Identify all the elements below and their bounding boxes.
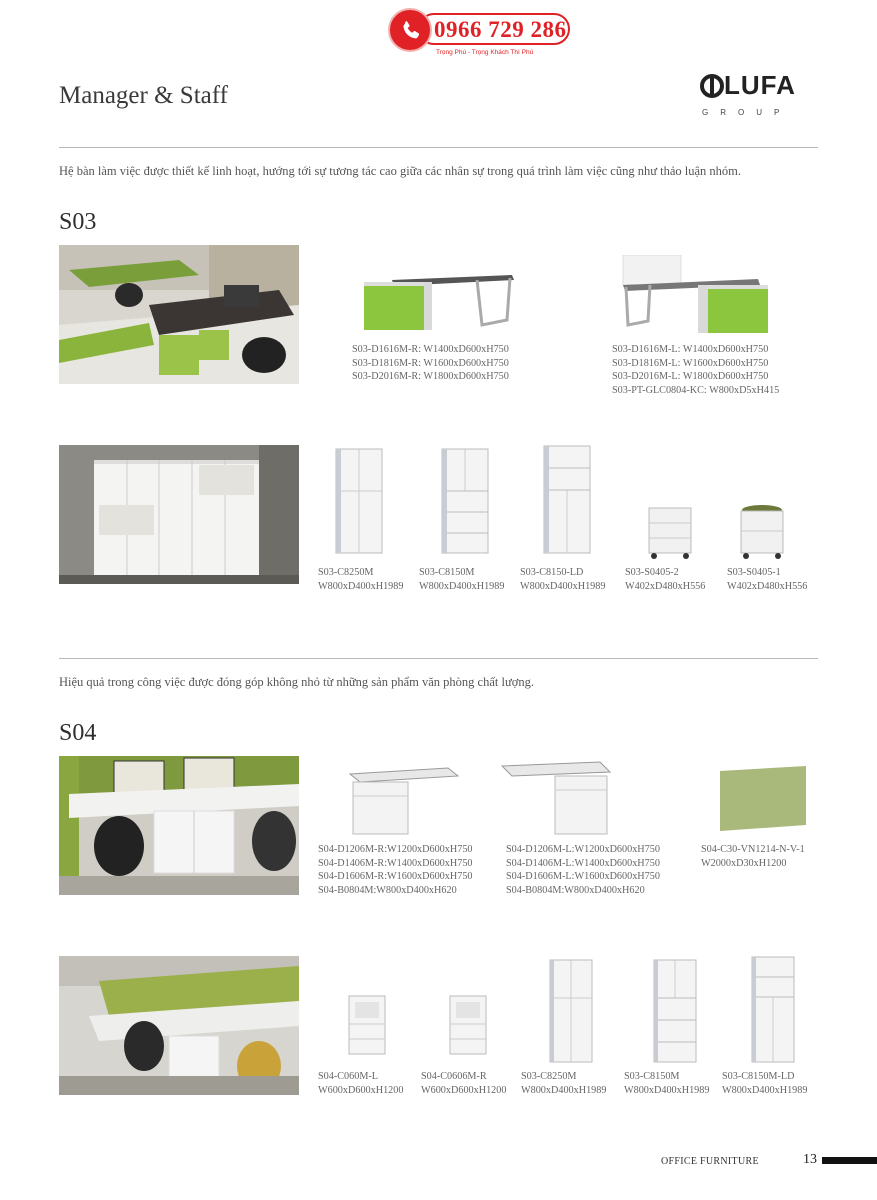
cabinet-c8150m-image [440, 447, 490, 557]
product-caption [506, 843, 660, 897]
desk-right-image [362, 270, 517, 340]
caption-line: S03-C8150-LD [520, 567, 584, 578]
caption-line: S04-D1406M-R:W1400xD600xH750 [318, 857, 473, 869]
hotline-badge[interactable] [388, 8, 574, 56]
team-desk-photo [59, 956, 299, 1095]
product-caption [624, 1070, 709, 1097]
caption-line: S03-PT-GLC0804-KC: W800xD5xH415 [612, 384, 780, 396]
caption-line: W800xD400xH1989 [722, 1084, 808, 1096]
product-caption [421, 1070, 506, 1097]
page-number: 13 [803, 1152, 817, 1167]
caption-line: S03-C8150M-LD [722, 1071, 795, 1082]
caption-line: W800xD400xH1989 [419, 580, 505, 592]
caption-line: W402xD480xH556 [625, 580, 706, 592]
caption-line: W800xD400xH1989 [520, 580, 606, 592]
caption-line: S03-D1616M-L: W1400xD600xH750 [612, 344, 769, 355]
caption-line: S03-C8250M [318, 567, 374, 578]
product-caption [318, 843, 473, 897]
desk-left-image [618, 255, 773, 340]
footer-bar [822, 1157, 877, 1164]
product-caption [520, 566, 605, 593]
caption-line: S04-D1406M-L:W1400xD600xH750 [506, 857, 660, 869]
pedestal-s0405-2-image [646, 503, 694, 559]
caption-line: S04-D1606M-R:W1600xD600xH750 [318, 871, 473, 883]
product-caption [727, 566, 807, 593]
logo-name: LUFA [724, 70, 796, 100]
product-caption [701, 843, 805, 870]
caption-line: W800xD400xH1989 [318, 580, 404, 592]
screen-panel-image [718, 765, 808, 835]
cabinet-c8250m-image [334, 447, 384, 557]
caption-line: S03-D2016M-L: W1800xD600xH750 [612, 371, 769, 383]
caption-line: S03-C8250M [521, 1071, 577, 1082]
cabinet-c8250m-image [548, 958, 594, 1066]
caption-line: W600xD600xH1200 [318, 1084, 404, 1096]
caption-line: W600xD600xH1200 [421, 1084, 507, 1096]
caption-line: S04-B0804M:W800xD400xH620 [318, 884, 457, 896]
divider [59, 147, 818, 148]
caption-line: S04-C30-VN1214-N-V-1 [701, 844, 805, 855]
cabinet-photo [59, 445, 299, 584]
caption-line: W800xD400xH1989 [521, 1084, 607, 1096]
caption-line: S04-C0606M-R [421, 1071, 487, 1082]
product-caption [318, 1070, 403, 1097]
divider [59, 658, 818, 659]
caption-line: S04-D1206M-R:W1200xD600xH750 [318, 844, 473, 855]
cabinet-c8150m-ld-image [750, 955, 796, 1066]
footer-label: OFFICE FURNITURE [661, 1156, 759, 1167]
caption-line: S03-D2016M-R: W1800xD600xH750 [352, 371, 509, 383]
hotline-tagline: Trọng Phú - Trọng Khách Thì Phú [436, 49, 534, 56]
lufa-logo [700, 70, 818, 122]
workstation-photo [59, 756, 299, 895]
caption-line: S03-D1816M-R: W1600xD600xH750 [352, 357, 509, 369]
desk-r-image [348, 766, 460, 840]
caption-line: W800xD400xH1989 [624, 1084, 710, 1096]
cabinet-c060m-l-image [347, 994, 387, 1058]
product-caption [722, 1070, 807, 1097]
caption-line: S04-D1606M-L:W1600xD600xH750 [506, 871, 660, 883]
section-intro: Hiệu quả trong công việc được đóng góp không nhỏ từ những sản phẩm văn phòng chất lượng. [59, 675, 534, 689]
product-caption [521, 1070, 606, 1097]
product-caption [352, 343, 509, 384]
caption-line: S03-S0405-2 [625, 567, 679, 578]
series-title: S04 [59, 720, 97, 746]
logo-sub: GROUP [702, 108, 792, 117]
caption-line: W402xD480xH556 [727, 580, 808, 592]
cabinet-c8150m-image [652, 958, 698, 1066]
product-caption [318, 566, 403, 593]
caption-line: S04-C060M-L [318, 1071, 378, 1082]
caption-line: S03-D1816M-L: W1600xD600xH750 [612, 357, 769, 369]
phone-icon [388, 8, 432, 52]
series-title: S03 [59, 209, 97, 235]
product-caption [612, 343, 779, 397]
desk-l-image [500, 760, 612, 840]
caption-line: S04-B0804M:W800xD400xH620 [506, 884, 645, 896]
section-intro: Hệ bàn làm việc được thiết kế linh hoạt, hướng tới sự tương tác cao giữa các nhân sự trong quá trình làm việc cũng như thảo luận nhóm. [59, 164, 742, 178]
caption-line: S03-C8150M [624, 1071, 680, 1082]
cabinet-c8150-ld-image [542, 444, 592, 557]
caption-line: S03-D1616M-R: W1400xD600xH750 [352, 344, 509, 355]
pedestal-s0405-1-image [738, 503, 786, 559]
caption-line: S03-S0405-1 [727, 567, 781, 578]
page-title: Manager & Staff [59, 82, 228, 109]
caption-line: S03-C8150M [419, 567, 475, 578]
logo-mark-icon [700, 72, 724, 100]
product-caption [625, 566, 705, 593]
office-photo [59, 245, 299, 384]
cabinet-c0606m-r-image [448, 994, 488, 1058]
hotline-number: 0966 729 286 [434, 17, 567, 42]
caption-line: W2000xD30xH1200 [701, 857, 787, 869]
caption-line: S04-D1206M-L:W1200xD600xH750 [506, 844, 660, 855]
product-caption [419, 566, 504, 593]
